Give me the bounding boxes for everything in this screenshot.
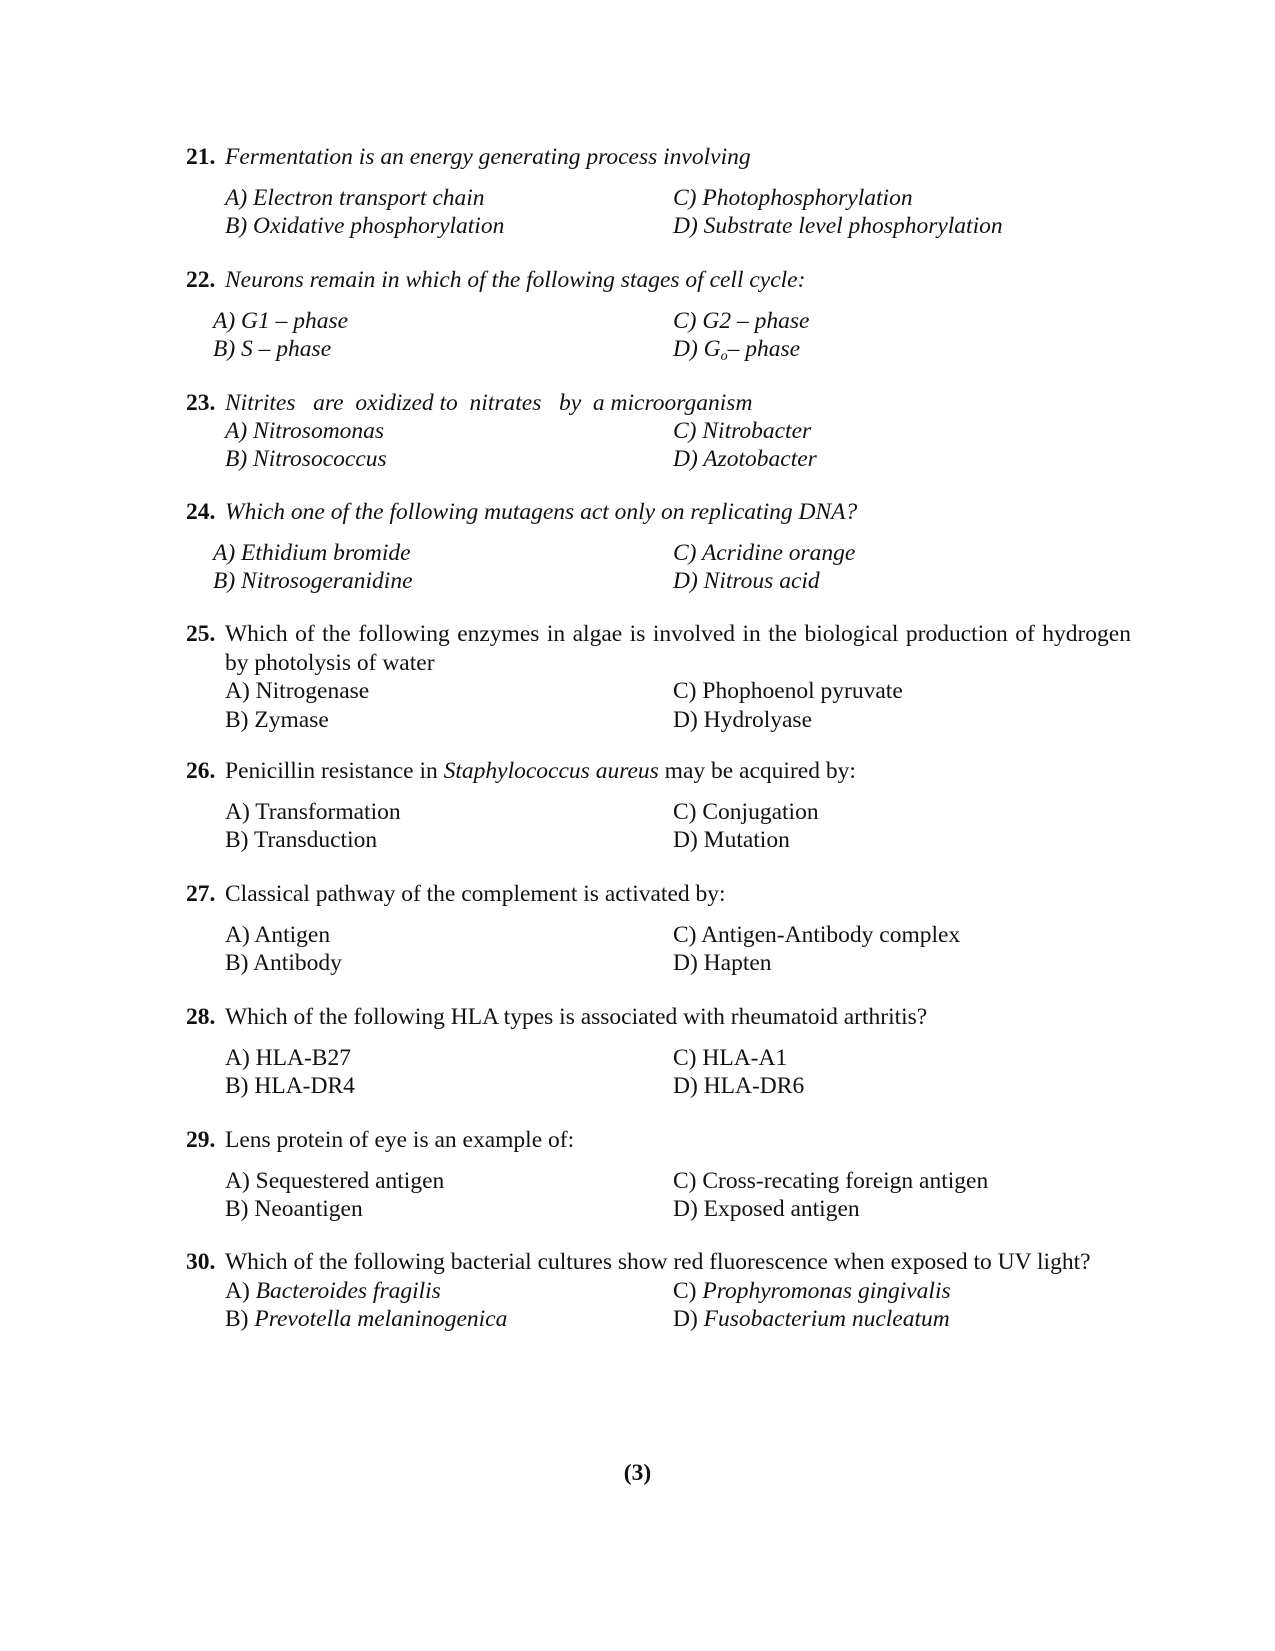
option-d: D) Mutation xyxy=(673,827,790,853)
question-stem: Lens protein of eye is an example of: xyxy=(225,1127,575,1153)
option-d: D) Substrate level phosphorylation xyxy=(673,213,1003,239)
option-b: B) S – phase xyxy=(213,336,332,362)
question-25 xyxy=(186,620,1131,734)
option-d: D) Hapten xyxy=(673,950,772,976)
question-26 xyxy=(186,757,1131,855)
question-number: 23. xyxy=(186,390,216,416)
option-a: A) Antigen xyxy=(225,921,331,948)
option-b: B) Antibody xyxy=(225,950,342,976)
option-b: B) Prevotella melaninogenica xyxy=(225,1306,508,1332)
option-b: B) Nitrosococcus xyxy=(225,446,387,472)
option-d: D) Hydrolyase xyxy=(673,706,813,733)
options xyxy=(225,677,1131,734)
option-a: A) Bacteroides fragilis xyxy=(225,1277,441,1304)
option-d: D) Fusobacterium nucleatum xyxy=(673,1306,950,1332)
question-23 xyxy=(186,389,1131,474)
question-number: 21. xyxy=(186,144,216,170)
question-stem: Fermentation is an energy generating process involving xyxy=(225,144,751,170)
options xyxy=(225,1044,1131,1101)
option-a: A) Transformation xyxy=(225,798,401,825)
option-a: A) G1 – phase xyxy=(213,307,349,334)
question-21 xyxy=(186,143,1131,241)
options xyxy=(213,539,1131,596)
option-b: B) Zymase xyxy=(225,706,329,733)
options xyxy=(225,417,1131,474)
question-number: 28. xyxy=(186,1004,216,1030)
option-c: C) Nitrobacter xyxy=(673,417,812,444)
question-29 xyxy=(186,1126,1131,1224)
option-d: D) Azotobacter xyxy=(673,446,817,472)
question-number: 29. xyxy=(186,1127,216,1153)
question-22 xyxy=(186,266,1131,364)
question-number: 22. xyxy=(186,267,216,293)
options xyxy=(225,184,1131,241)
question-number: 30. xyxy=(186,1249,216,1275)
option-c: C) HLA-A1 xyxy=(673,1044,788,1071)
option-d: D) Nitrous acid xyxy=(673,568,820,594)
option-c: C) Antigen-Antibody complex xyxy=(673,921,961,948)
option-d: D) $G_o-$ phase xyxy=(673,336,801,364)
options xyxy=(225,1167,1131,1224)
question-stem: Classical pathway of the complement is activated by: xyxy=(225,881,726,907)
question-number: 26. xyxy=(186,758,216,784)
option-b: B) HLA-DR4 xyxy=(225,1073,355,1099)
option-c: C) Acridine orange xyxy=(673,539,856,566)
option-b: B) Neoantigen xyxy=(225,1196,363,1222)
question-30 xyxy=(186,1248,1131,1334)
option-a: A) Ethidium bromide xyxy=(213,539,411,566)
option-d: D) HLA-DR6 xyxy=(673,1073,805,1099)
question-stem: Which of the following HLA types is associated with rheumatoid arthritis? xyxy=(225,1004,928,1030)
option-c: C) Conjugation xyxy=(673,798,819,825)
option-c: C) Cross-recating foreign antigen xyxy=(673,1167,989,1194)
question-28 xyxy=(186,1003,1131,1101)
option-c: C) G2 – phase xyxy=(673,307,810,334)
option-b: B) Nitrosogeranidine xyxy=(213,568,413,594)
option-c: C) Photophosphorylation xyxy=(673,184,913,211)
question-stem: Which one of the following mutagens act only on replicating DNA? xyxy=(225,499,858,525)
options xyxy=(213,307,1131,364)
question-stem: Which of the following enzymes in algae is involved in the biological production of hydrogen by photolysis of water xyxy=(225,621,1131,676)
option-a: A) Sequestered antigen xyxy=(225,1167,445,1194)
question-27 xyxy=(186,880,1131,978)
option-c: C) Prophyromonas gingivalis xyxy=(673,1277,951,1304)
question-24 xyxy=(186,498,1131,596)
option-a: A) HLA-B27 xyxy=(225,1044,351,1071)
options xyxy=(225,798,1131,855)
question-stem: Which of the following bacterial cultures show red fluorescence when exposed to UV light? xyxy=(225,1249,1091,1275)
options xyxy=(225,1277,1131,1334)
option-a: A) Electron transport chain xyxy=(225,184,485,211)
option-d: D) Exposed antigen xyxy=(673,1196,860,1222)
option-b: B) Oxidative phosphorylation xyxy=(225,213,505,239)
question-number: 27. xyxy=(186,881,216,907)
question-stem: Penicillin resistance in Staphylococcus aureus may be acquired by: xyxy=(225,758,856,784)
options xyxy=(225,921,1131,978)
option-b: B) Transduction xyxy=(225,827,378,853)
question-number: 24. xyxy=(186,499,216,525)
page-number: (3) xyxy=(623,1460,652,1486)
option-c: C) Phophoenol pyruvate xyxy=(673,678,903,704)
question-number: 25. xyxy=(186,621,216,647)
question-stem: Nitrites are oxidized to nitrates by a microorganism xyxy=(225,390,753,416)
option-a: A) Nitrosomonas xyxy=(225,417,385,444)
question-stem: Neurons remain in which of the following stages of cell cycle: xyxy=(225,267,806,293)
option-a: A) Nitrogenase xyxy=(225,678,370,704)
